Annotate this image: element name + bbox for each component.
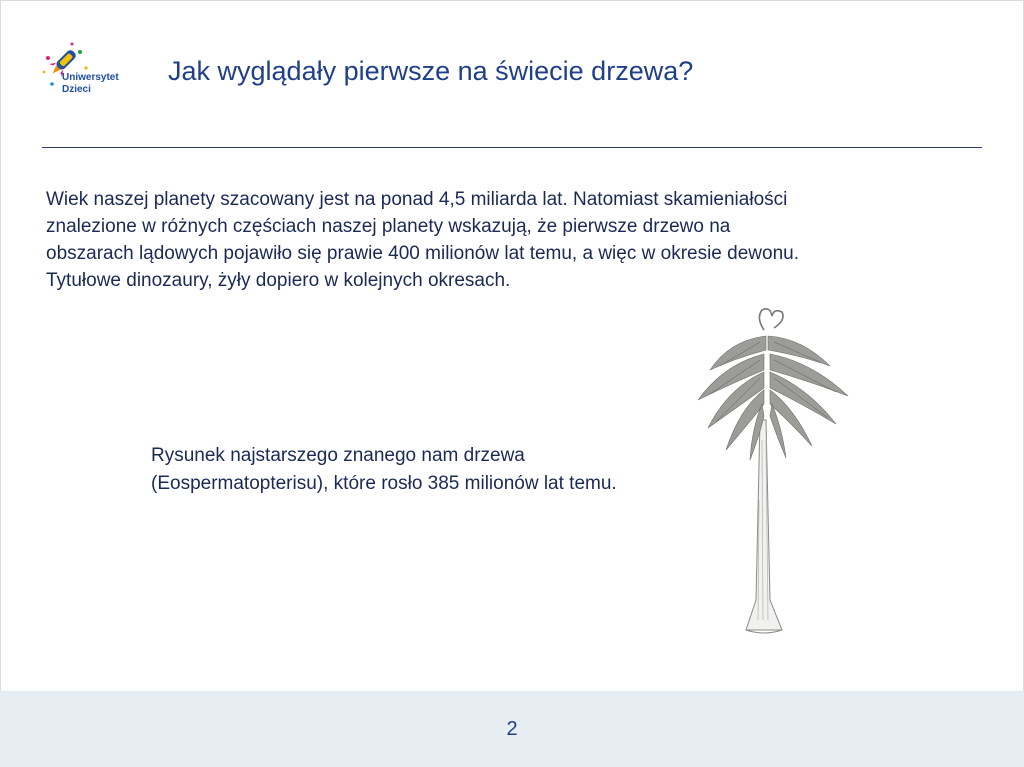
- body-line: Tytułowe dinozaury, żyły dopiero w kolejnych okresach.: [46, 270, 511, 291]
- slide-title: Jak wyglądały pierwsze na świecie drzewa?: [168, 56, 694, 86]
- university-logo: [42, 40, 142, 102]
- logo-line-2: Dzieci: [62, 84, 91, 95]
- body-paragraph: [46, 186, 966, 294]
- tree-illustration: [690, 300, 855, 650]
- caption-line: Rysunek najstarszego znanego nam drzewa: [151, 445, 525, 466]
- body-line: obszarach lądowych pojawiło się prawie 400 milionów lat temu, a więc w okresie dewonu.: [46, 243, 799, 264]
- logo-line-1: Uniwersytet: [62, 72, 119, 83]
- logo-text: [62, 72, 119, 96]
- page-number: 2: [506, 718, 518, 740]
- body-line: Wiek naszej planety szacowany jest na ponad 4,5 miliarda lat. Natomiast skamieniałości: [46, 189, 788, 210]
- title-divider: [42, 147, 982, 148]
- caption-line: (Eospermatopterisu), które rosło 385 milionów lat temu.: [151, 473, 617, 494]
- figure-caption: [151, 442, 731, 498]
- body-line: znalezione w różnych częściach naszej planety wskazują, że pierwsze drzewo na: [46, 216, 731, 237]
